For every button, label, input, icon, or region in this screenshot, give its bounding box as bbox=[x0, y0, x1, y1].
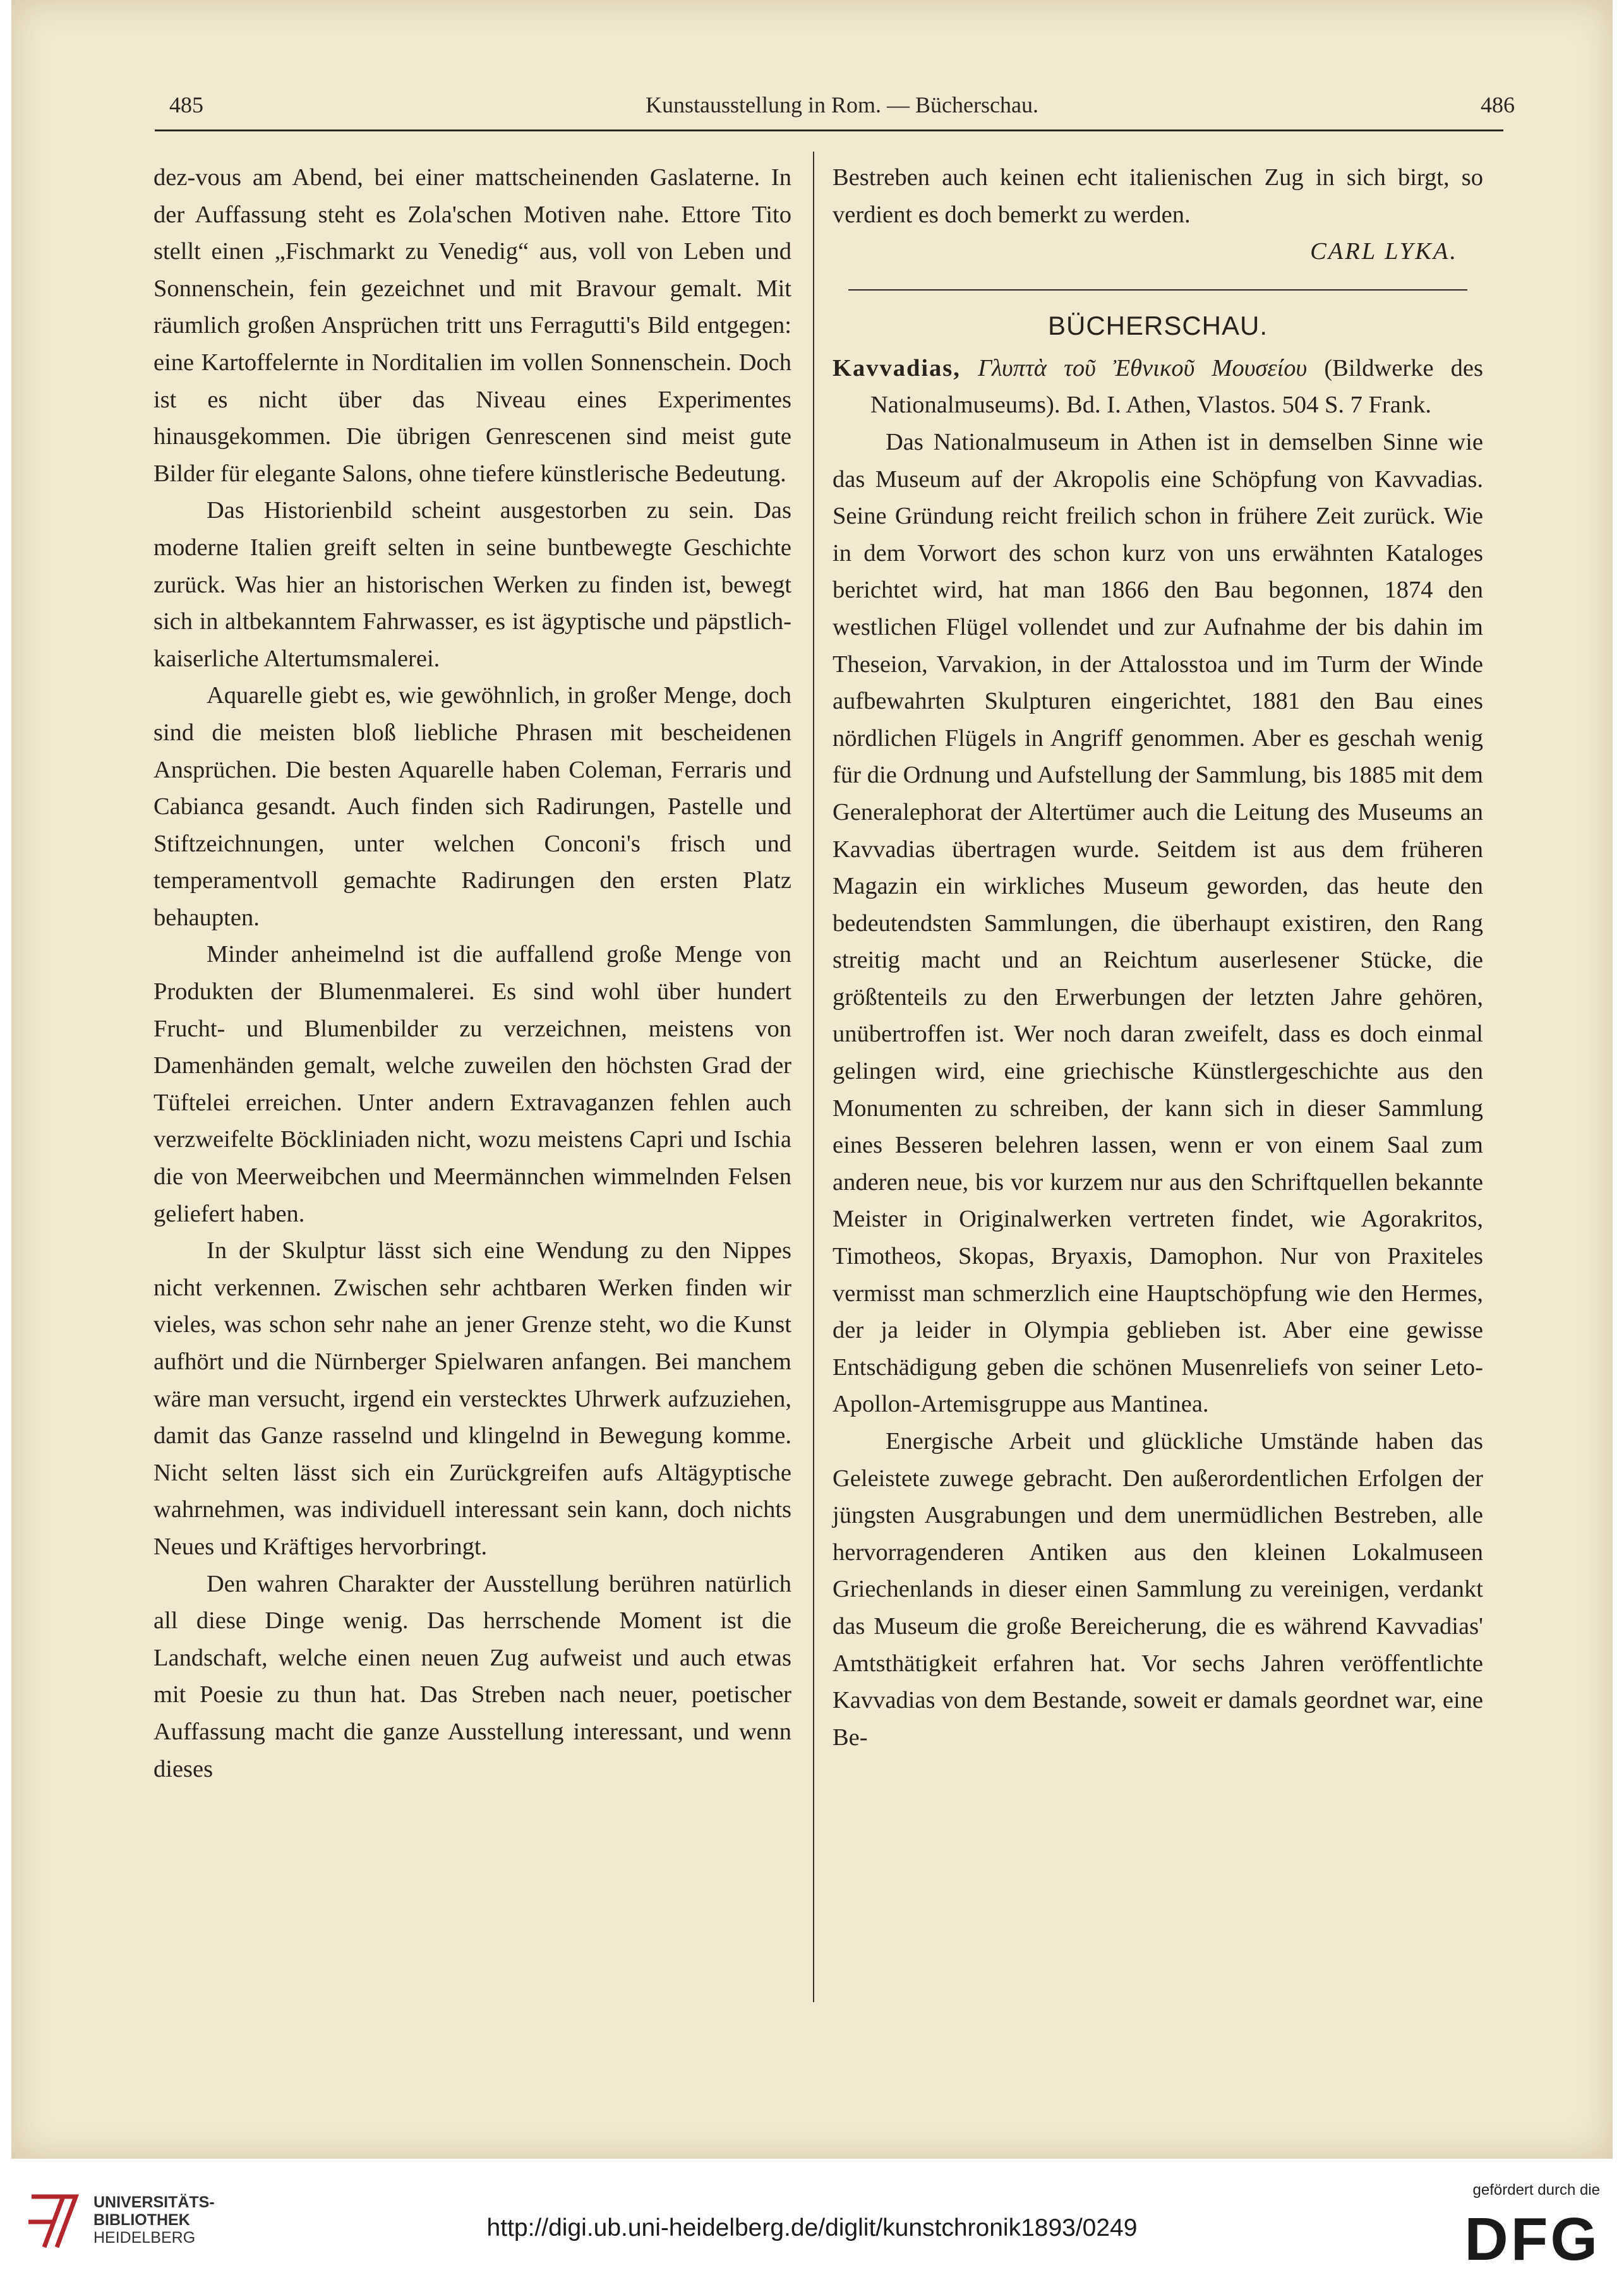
permalink-url[interactable]: http://digi.ub.uni-heidelberg.de/diglit/kunstchronik1893/0249 bbox=[486, 2214, 1138, 2241]
dfg-logo-icon: DFG bbox=[1464, 2205, 1600, 2273]
column-divider bbox=[813, 152, 814, 2002]
left-column bbox=[153, 159, 791, 1787]
running-title: Kunstausstellung in Rom. — Bücherschau. bbox=[646, 92, 1038, 117]
page-number-right: 486 bbox=[1481, 92, 1515, 117]
author-signature: CARL LYKA. bbox=[1310, 238, 1458, 265]
paragraph: Den wahren Charakter der Ausstellung berühren natürlich all diese Dinge wenig. Das herrschende Moment ist die Landschaft, welche einen neuen Zug aufweist und auch etwas mit Poesie zu thun hat. Das Streben nach neuer, poetischer Auffassung macht die ganze Ausstellung interessant, und wenn dieses bbox=[153, 1570, 791, 1782]
bib-author: Kavvadias, bbox=[833, 354, 961, 381]
section-title: BÜCHERSCHAU. bbox=[1047, 310, 1268, 340]
paragraph: In der Skulptur lässt sich eine Wendung zu den Nippes nicht verkennen. Zwischen sehr achtbaren Werken finden wir vieles, was schon sehr nahe an jener Grenze steht, wo die Kunst aufhört und die Nürnberger Spielwaren anfangen. Bei manchem wäre man versucht, irgend ein verstecktes Uhrwerk aufzuziehen, damit das Ganze rasselnd und klingelnd in Bewegung komme. Nicht selten lässt sich ein Zurückgreifen aufs Altägyptische wahrnehmen, was individuell interessant sein kann, doch nichts Neues und Kräftiges hervorbringt. bbox=[153, 1237, 791, 1560]
right-column bbox=[833, 159, 1483, 1756]
section-rule bbox=[848, 289, 1467, 291]
footer-bar bbox=[0, 2159, 1624, 2280]
bib-details: (Bildwerke des Nationalmuseums). Bd. I. Athen, Vlastos. 504 S. 7 Frank. bbox=[870, 354, 1483, 419]
paragraph: dez-vous am Abend, bei einer mattscheinenden Gaslaterne. In der Auffassung steht es Zola'schen Motiven nahe. Ettore Tito stellt einen „Fischmarkt zu Venedig“ aus, voll von Leben und Sonnenschein, fein gezeichnet und mit Bravour gemalt. Mit räumlich großen Ansprüchen tritt uns Ferragutti's Bild entgegen: eine Kartoffelernte in Norditalien im vollen Sonnenschein. Doch ist es nicht über das Niveau eines Experimentes hinausgekommen. Die übrigen Genrescenen sind meist gute Bilder für elegante Salons, ohne tiefere künstlerische Bedeutung. bbox=[153, 164, 791, 487]
bib-greek-title: Γλυπτὰ τοῦ Ἐθνικοῦ Μουσείου bbox=[978, 354, 1308, 381]
paragraph: Das Nationalmuseum in Athen ist in demselben Sinne wie das Museum auf der Akropolis eine Schöpfung von Kavvadias. Seine Gründung reicht freilich schon in frühere Zeit zurück. Wie in dem Vorwort des schon kurz von uns erwähnten Kataloges berichtet wird, hat man 1866 den Bau begonnen, 1874 den westlichen Flügel vollendet und zur Aufnahme der bis dahin im Theseion, Varvakion, in der Attalosstoa und im Turm der Winde aufbewahrten Skulpturen eingerichtet, 1881 den Bau eines nördlichen Flügels in Angriff genommen. Aber es geschah wenig für die Ordnung und Aufstellung der Sammlung, bis 1885 mit dem Generalephorat der Altertümer auch die Leitung des Museums an Kavvadias übertragen wurde. Seitdem ist aus dem früheren Magazin ein wirkliches Museum geworden, das heute den bedeutendsten Sammlungen, die überhaupt existiren, den Rang streitig macht und an Reichtum auserlesener Stücke, die größtenteils zu den Erwerbungen der letzten Jahre gehören, unübertroffen ist. Wer noch daran zweifelt, dass es doch einmal gelingen wird, eine griechische Künstlergeschichte aus den Monumenten zu schreiben, der kann sich in dieser Sammlung eines Besseren belehren lassen, wenn er von einem Saal zum anderen neue, bis vor kurzem nur aus den Schriftquellen bekannte Meister in Originalwerken vertreten findet, wie Agorakritos, Timotheos, Skopas, Bryaxis, Damophon. Nur von Praxiteles vermisst man schmerzlich eine Hauptschöpfung wie den Hermes, der ja leider in Olympia geblieben ist. Aber eine gewisse Entschädigung geben die schönen Musenreliefs von seiner Leto-Apollon-Artemisgruppe aus Mantinea. bbox=[833, 428, 1483, 1418]
library-name: UNIVERSITÄTS- BIBLIOTHEK HEIDELBERG bbox=[93, 2193, 215, 2247]
paragraph: Aquarelle giebt es, wie gewöhnlich, in großer Menge, doch sind die meisten bloß liebliche Phrasen mit bescheidenen Ansprüchen. Die besten Aquarelle haben Coleman, Ferraris und Cabianca gesandt. Auch finden sich Radirungen, Pastelle und Stiftzeichnungen, unter welchen Conconi's frisch und temperamentvoll gemachte Radirungen den ersten Platz behaupten. bbox=[153, 682, 791, 931]
paragraph: Energische Arbeit und glückliche Umstände haben das Geleistete zuwege gebracht. Den außerordentlichen Erfolgen der jüngsten Ausgrabungen und dem unermüdlichen Bestreben, alle hervorragenderen Antiken aus den kleinen Lokalmuseen Griechenlands in dieser einen Sammlung zu vereinigen, verdankt das Museum die große Bereicherung, die es während Kavvadias' Amtsthätigkeit erfahren hat. Vor sechs Jahren veröffentlichte Kavvadias von dem Bestande, soweit er damals geordnet war, eine Be- bbox=[833, 1428, 1483, 1751]
paragraph: Minder anheimelnd ist die auffallend große Menge von Produkten der Blumenmalerei. Es sind wohl über hundert Frucht- und Blumenbilder zu verzeichnen, meistens von Damenhänden gemalt, welche zuweilen den höchsten Grad der Tüftelei erreichen. Unter andern Extravaganzen fehlen auch verzweifelte Böckliniaden nicht, wozu meistens Capri und Ischia die von Meerweibchen und Meermännchen wimmelnden Felsen geliefert haben. bbox=[153, 941, 791, 1227]
header-rule bbox=[155, 129, 1503, 131]
funding-caption: gefördert durch die bbox=[1472, 2181, 1600, 2199]
paragraph-continuation: Bestreben auch keinen echt italienischen Zug in sich birgt, so verdient es doch bemerkt zu werden. bbox=[833, 164, 1483, 228]
running-header bbox=[169, 92, 1515, 123]
page-number-left: 485 bbox=[169, 92, 203, 117]
paragraph: Das Historienbild scheint ausgestorben zu sein. Das moderne Italien greift selten in seine buntbewegte Geschichte zurück. Was hier an historischen Werken zu finden ist, bewegt sich in altbekanntem Fahrwasser, es ist ägyptische und päpstlich-kaiserliche Altertumsmalerei. bbox=[153, 497, 791, 672]
bibliographic-entry bbox=[833, 350, 1483, 424]
